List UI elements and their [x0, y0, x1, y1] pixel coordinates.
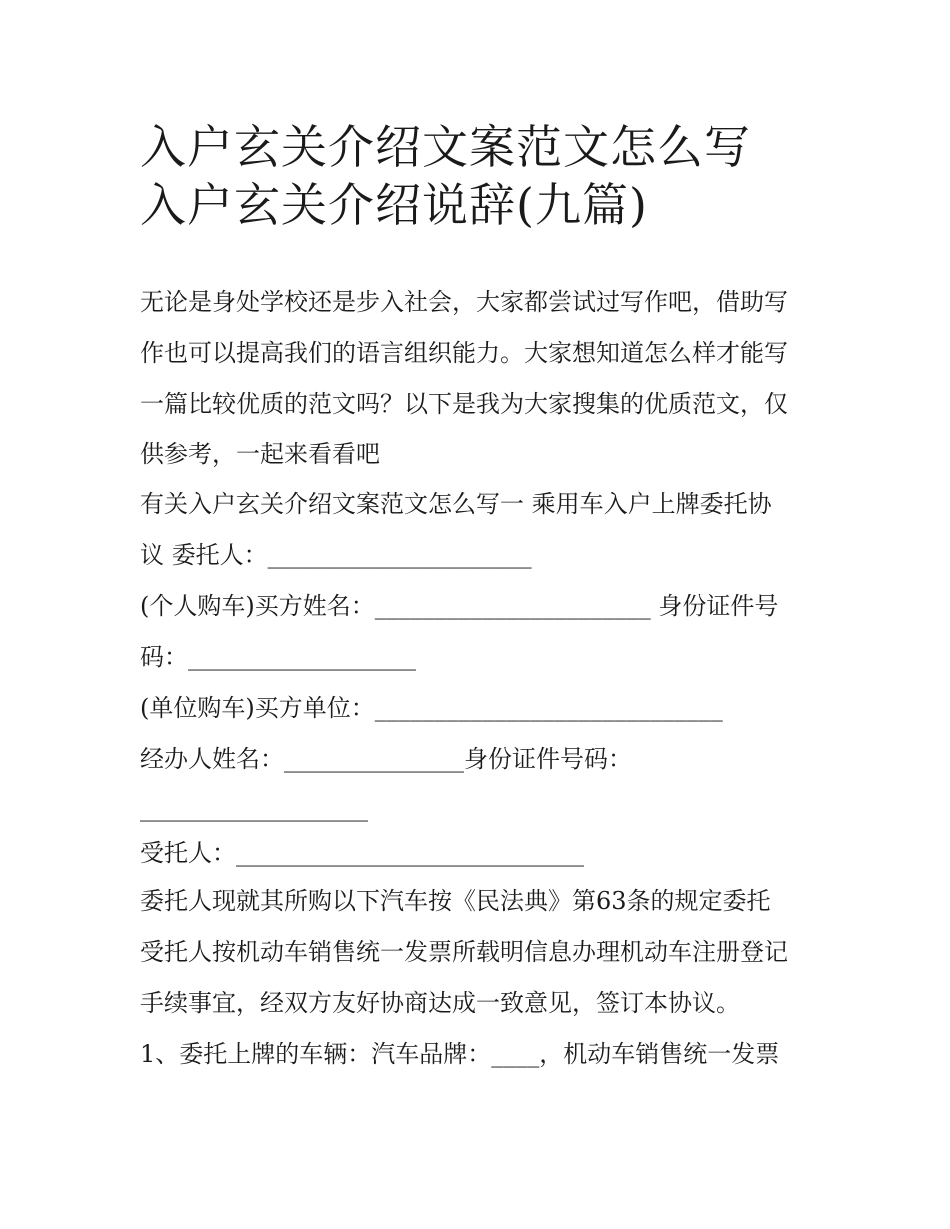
- body-line-3: 手续事宜，经双方友好协商达成一致意见，签订本协议。: [140, 989, 740, 1017]
- agent-name-line: 经办人姓名：_______________身份证件号码：: [140, 745, 632, 773]
- section-heading-line-1: 有关入户玄关介绍文案范文怎么写一 乘用车入户上牌委托协: [140, 490, 772, 518]
- trustee-line: 受托人：_____________________________: [140, 839, 584, 867]
- intro-line-2: 作也可以提高我们的语言组织能力。大家想知道怎么样才能写: [140, 339, 788, 367]
- body-line-1: 委托人现就其所购以下汽车按《民法典》第63条的规定委托: [140, 887, 771, 915]
- intro-line-4: 供参考，一起来看看吧: [140, 440, 380, 468]
- intro-line-1: 无论是身处学校还是步入社会，大家都尝试过写作吧，借助写: [140, 288, 788, 316]
- agent-id-line: ___________________: [140, 794, 368, 822]
- document-title: [140, 118, 840, 234]
- title-line-1: 入户玄关介绍文案范文怎么写: [140, 120, 751, 174]
- buyer-id-line: 码：___________________: [140, 643, 416, 671]
- title-line-2: 入户玄关介绍说辞(九篇): [140, 178, 648, 232]
- buyer-unit-line: (单位购车)买方单位：_____________________________: [140, 694, 723, 722]
- clause-1-line: 1、委托上牌的车辆：汽车品牌：____，机动车销售统一发票: [140, 1040, 780, 1068]
- intro-line-3: 一篇比较优质的范文吗？以下是我为大家搜集的优质范文，仅: [140, 390, 788, 418]
- section-heading-line-2: 议 委托人：______________________: [140, 541, 532, 569]
- buyer-name-line: (个人购车)买方姓名：_______________________ 身份证件号: [140, 592, 779, 620]
- body-line-2: 受托人按机动车销售统一发票所载明信息办理机动车注册登记: [140, 938, 788, 966]
